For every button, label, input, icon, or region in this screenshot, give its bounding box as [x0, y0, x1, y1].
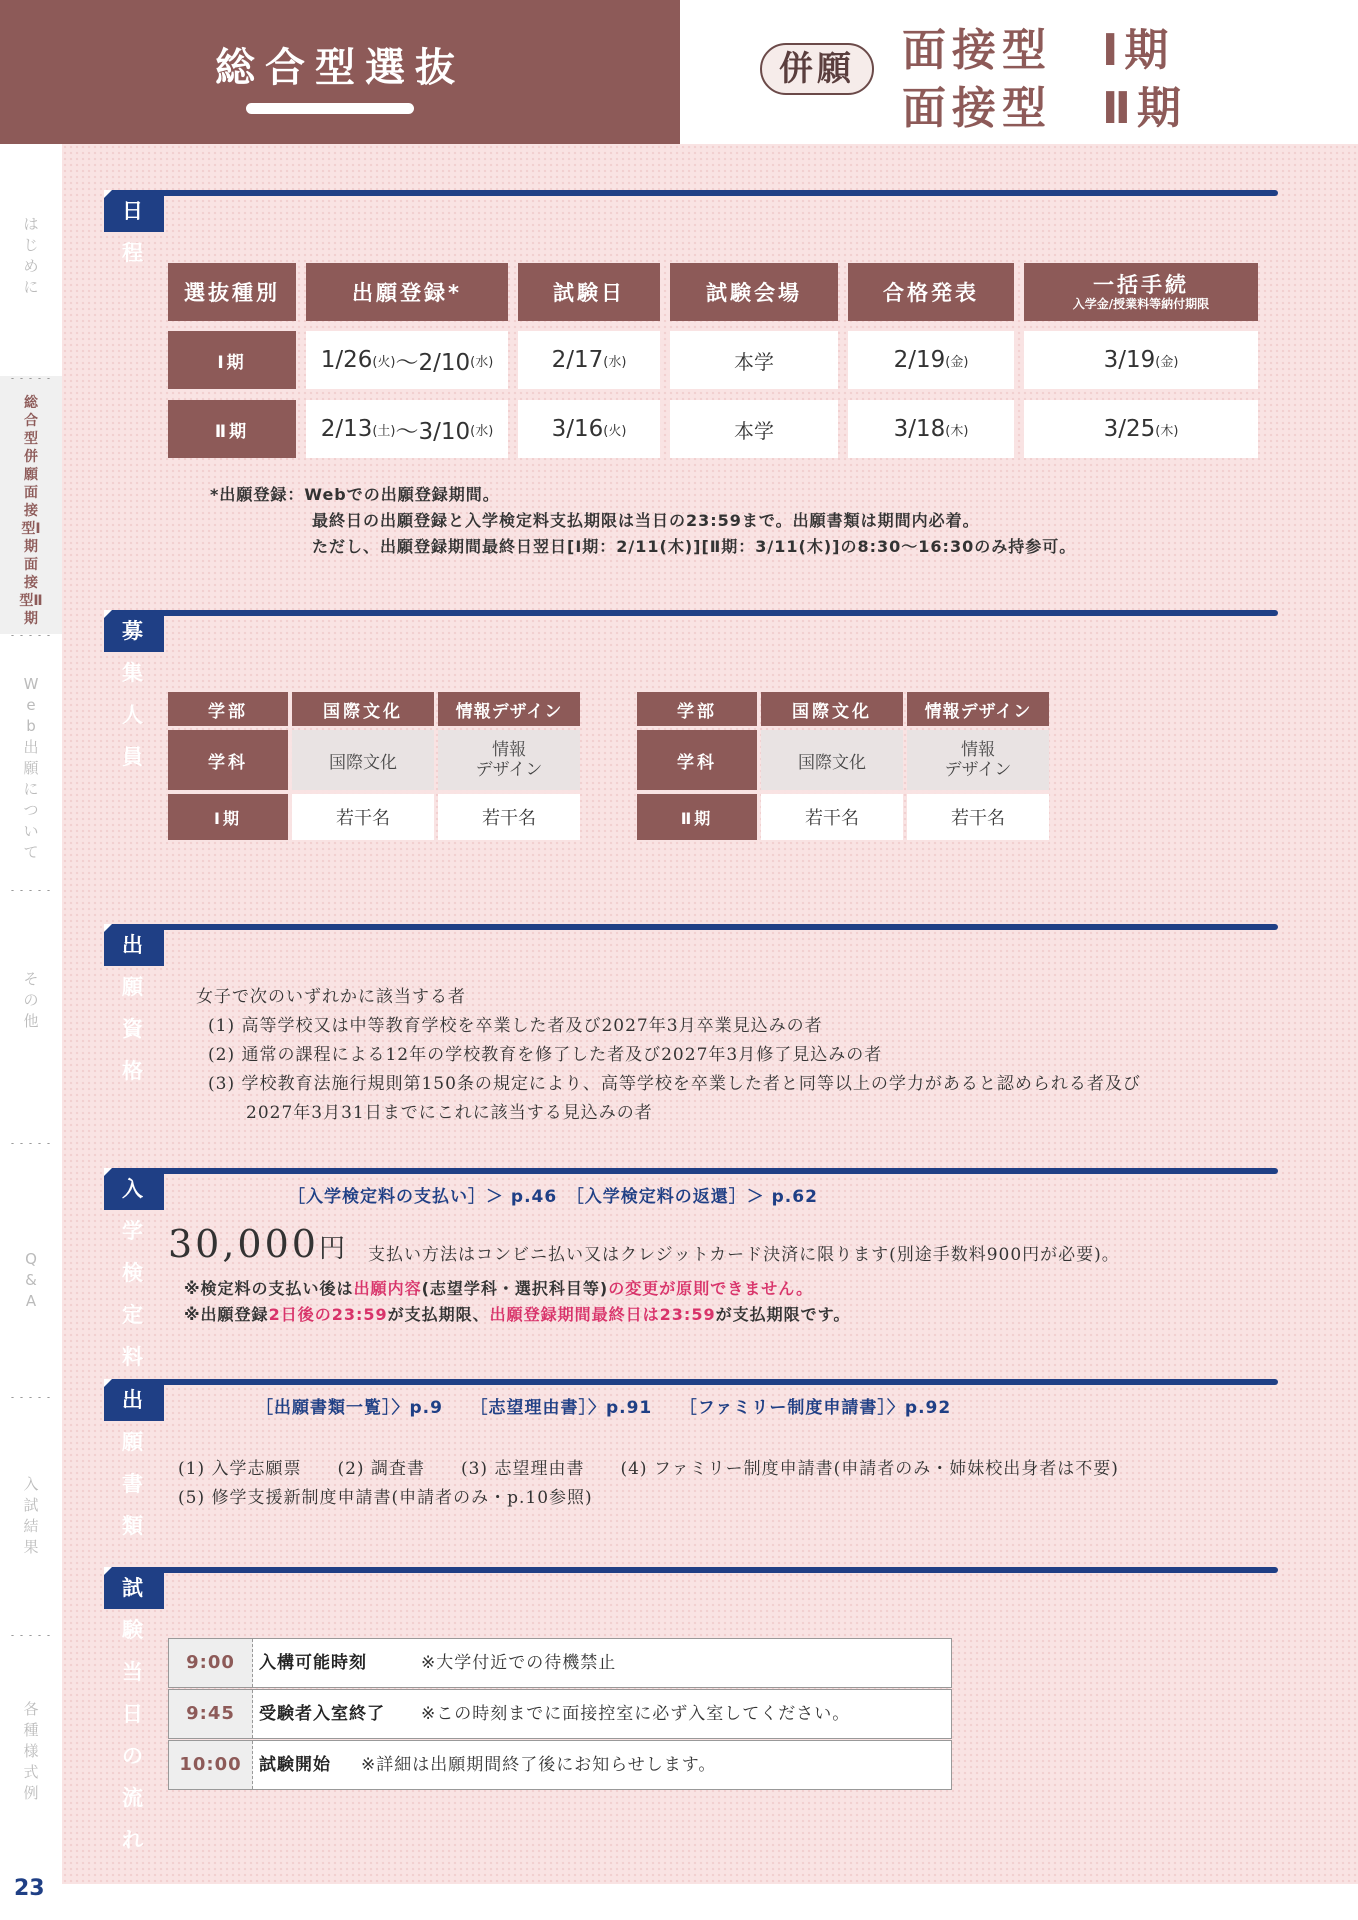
- sidebar-item-forms[interactable]: 各種様式例: [23, 1700, 39, 1802]
- th-dept: 学科: [637, 730, 757, 790]
- page-title-1: 面接型 Ⅰ期: [902, 25, 1175, 76]
- section-rule: [104, 610, 1278, 616]
- th-faculty-design: 情報デザイン: [907, 692, 1049, 726]
- eligibility-line: (3) 学校教育法施行規則第150条の規定により、高等学校を卒業した者と同等以上の学力があると認められる者及び: [208, 1074, 1141, 1094]
- row-announcement: 3/18 (木): [848, 400, 1014, 458]
- header-category-banner: [0, 0, 680, 144]
- th-registration: 出願登録*: [306, 263, 508, 321]
- th-venue: 試験会場: [670, 263, 838, 321]
- schedule-note-2: 最終日の出願登録と入学検定料支払期限は当日の23:59まで。出願書類は期間内必着。: [312, 511, 980, 530]
- dept-design: 情報 デザイン: [438, 730, 580, 790]
- badge-heigan: 併願: [760, 43, 874, 95]
- row-registration: 2/13 (土) 〜3/10 (水): [306, 400, 508, 458]
- sidebar-item-results[interactable]: 入試結果: [23, 1475, 39, 1556]
- sidebar-divider: [8, 377, 54, 380]
- th-faculty-intl: 国際文化: [761, 692, 903, 726]
- row-procedure: 3/25 (木): [1024, 400, 1258, 458]
- section-title: 試験当日の流れ: [104, 1567, 164, 1609]
- th-procedure-main: 一括手続: [1093, 273, 1189, 297]
- row-venue: 本学: [670, 400, 838, 458]
- count-design: 若干名: [907, 794, 1049, 840]
- documents-page-links[interactable]: ［出願書類一覧］〉p.9 ［志望理由書］〉p.91 ［ファミリー制度申請書］〉p.92: [256, 1398, 952, 1418]
- flow-label: 試験開始: [259, 1755, 331, 1775]
- row-announcement: 2/19 (金): [848, 331, 1014, 389]
- count-design: 若干名: [438, 794, 580, 840]
- count-intl: 若干名: [292, 794, 434, 840]
- sidebar: [0, 144, 62, 1920]
- schedule-note-3: ただし、出願登録期間最終日翌日[Ⅰ期：2/11(木)][Ⅱ期：3/11(木)]の8:30〜16:30のみ持参可。: [312, 537, 1077, 556]
- flow-time: 9:00: [169, 1639, 253, 1687]
- flow-label: 入構可能時刻: [259, 1653, 367, 1673]
- section-title: 募集人員: [104, 610, 164, 652]
- row-registration: 1/26 (火) 〜2/10 (水): [306, 331, 508, 389]
- th-type: 選抜種別: [168, 263, 296, 321]
- th-period: Ⅱ期: [637, 794, 757, 840]
- flow-label: 受験者入室終了: [259, 1704, 385, 1724]
- sidebar-divider: [8, 1634, 54, 1637]
- flow-note: ※詳細は出願期間終了後にお知らせします。: [361, 1755, 717, 1775]
- row-venue: 本学: [670, 331, 838, 389]
- th-faculty: 学部: [168, 692, 288, 726]
- dept-intl: 国際文化: [761, 730, 903, 790]
- flow-time: 10:00: [169, 1741, 253, 1789]
- th-procedure: [1024, 263, 1258, 321]
- eligibility-line: 2027年3月31日までにこれに該当する見込みの者: [246, 1103, 653, 1123]
- flow-row: [168, 1689, 952, 1739]
- fee-page-links[interactable]: ［入学検定料の支払い］＞ p.46 ［入学検定料の返還］＞ p.62: [288, 1187, 818, 1207]
- title-underline: [246, 103, 414, 114]
- fee-amount: 30,000円: [168, 1222, 348, 1266]
- page-number: 23: [14, 1876, 45, 1901]
- section-title: 出願資格: [104, 924, 164, 966]
- row-type: Ⅰ期: [168, 331, 296, 389]
- section-rule: [104, 1567, 1278, 1573]
- flow-time: 9:45: [169, 1690, 253, 1738]
- flow-note: ※大学付近での待機禁止: [421, 1653, 617, 1673]
- documents-line: (5) 修学支援新制度申請書(申請者のみ・p.10参照): [178, 1488, 593, 1508]
- section-rule: [104, 1379, 1278, 1385]
- th-period: Ⅰ期: [168, 794, 288, 840]
- eligibility-line: 女子で次のいずれかに該当する者: [196, 987, 466, 1007]
- sidebar-divider: [8, 889, 54, 892]
- row-exam-date: 2/17 (水): [518, 331, 660, 389]
- sidebar-item-intro[interactable]: はじめに: [23, 215, 39, 296]
- eligibility-line: (1) 高等学校又は中等教育学校を卒業した者及び2027年3月卒業見込みの者: [208, 1016, 823, 1036]
- flow-row: [168, 1638, 952, 1688]
- th-announcement: 合格発表: [848, 263, 1014, 321]
- sidebar-divider: [8, 1142, 54, 1145]
- sidebar-divider: [8, 1396, 54, 1399]
- section-title: 入学検定料: [104, 1168, 164, 1210]
- th-exam-date: 試験日: [518, 263, 660, 321]
- documents-line: (1) 入学志願票 (2) 調査書 (3) 志望理由書 (4) ファミリー制度申請書(申請者のみ・姉妹校出身者は不要): [178, 1459, 1119, 1479]
- fee-note-2: ※出願登録2日後の23:59が支払期限、出願登録期間最終日は23:59が支払期限です。: [184, 1305, 851, 1324]
- th-faculty-intl: 国際文化: [292, 692, 434, 726]
- schedule-note-1: *出願登録：Webでの出願登録期間。: [210, 485, 500, 504]
- flow-row: [168, 1740, 952, 1790]
- category-title: 総合型選抜: [215, 45, 465, 91]
- sidebar-item-web[interactable]: Web出願について: [23, 675, 39, 861]
- sidebar-item-other[interactable]: その他: [23, 970, 39, 1030]
- fee-note-1: ※検定料の支払い後は出願内容(志望学科・選択科目等)の変更が原則できません。: [184, 1279, 814, 1298]
- sidebar-divider: [8, 634, 54, 637]
- sidebar-item-qa[interactable]: Q&A: [25, 1250, 37, 1310]
- page-title-2: 面接型 Ⅱ期: [902, 83, 1187, 134]
- dept-intl: 国際文化: [292, 730, 434, 790]
- th-faculty: 学部: [637, 692, 757, 726]
- section-title: 日程: [104, 190, 164, 232]
- section-rule: [104, 924, 1278, 930]
- row-procedure: 3/19 (金): [1024, 331, 1258, 389]
- eligibility-line: (2) 通常の課程による12年の学校教育を修了した者及び2027年3月修了見込みの者: [208, 1045, 883, 1065]
- count-intl: 若干名: [761, 794, 903, 840]
- row-type: Ⅱ期: [168, 400, 296, 458]
- flow-note: ※この時刻までに面接控室に必ず入室してください。: [421, 1704, 851, 1724]
- th-dept: 学科: [168, 730, 288, 790]
- fee-method: 支払い方法はコンビニ払い又はクレジットカード決済に限ります(別途手数料900円が必要)。: [368, 1245, 1120, 1265]
- dept-design: 情報 デザイン: [907, 730, 1049, 790]
- sidebar-item-current[interactable]: 総合型 併願 面接型Ⅰ期 面接型Ⅱ期: [19, 395, 43, 627]
- th-faculty-design: 情報デザイン: [438, 692, 580, 726]
- section-title: 出願書類: [104, 1379, 164, 1421]
- section-rule: [104, 190, 1278, 196]
- th-procedure-sub: 入学金/授業料等納付期限: [1072, 297, 1210, 311]
- row-exam-date: 3/16 (火): [518, 400, 660, 458]
- section-rule: [104, 1168, 1278, 1174]
